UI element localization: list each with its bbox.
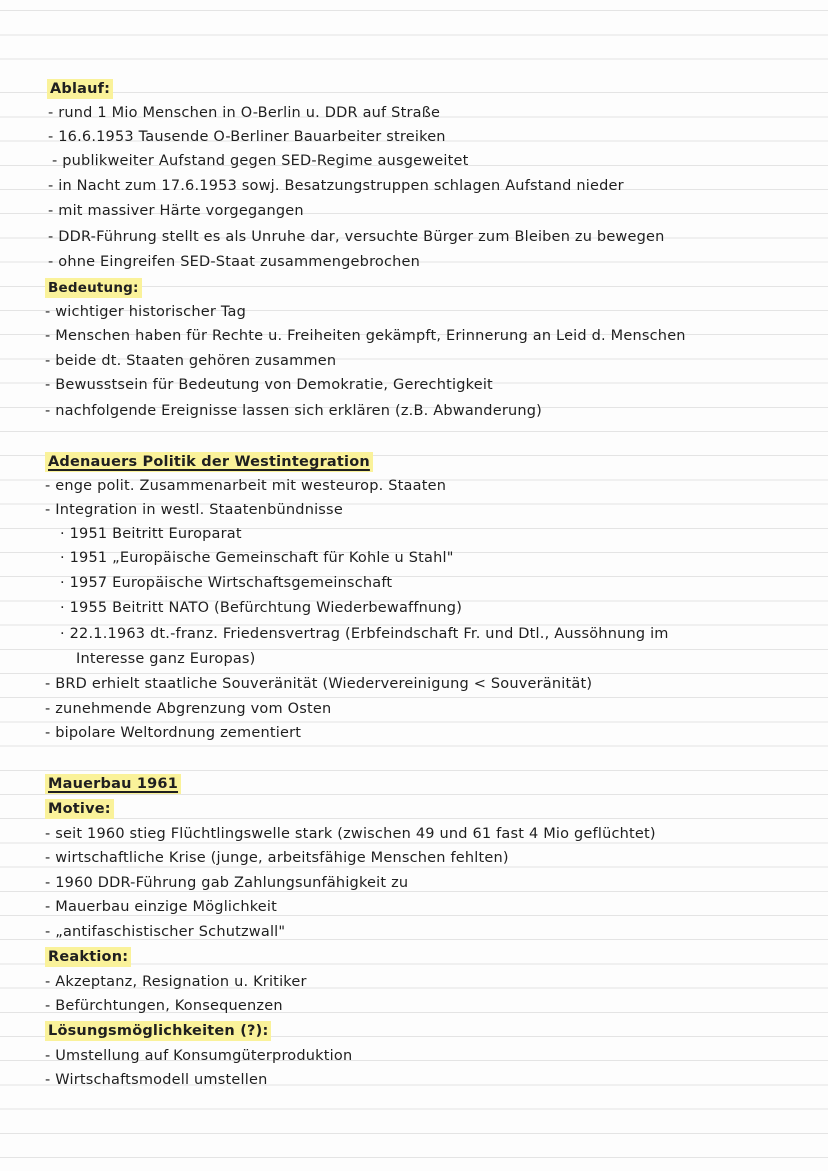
list-item: - „antifaschistischer Schutzwall" [45, 924, 286, 940]
list-item: · 1957 Europäische Wirtschaftsgemeinschaft [60, 575, 393, 591]
list-item: · 1951 Beitritt Europarat [60, 526, 242, 542]
heading-bedeutung: Bedeutung: [45, 278, 142, 298]
list-item: - Mauerbau einzige Möglichkeit [45, 899, 278, 915]
list-item: · 1955 Beitritt NATO (Befürchtung Wiederbewaffnung) [60, 600, 463, 616]
list-item: - Wirtschaftsmodell umstellen [45, 1072, 268, 1088]
list-item: - Integration in westl. Staatenbündnisse [45, 502, 343, 518]
list-item: - Umstellung auf Konsumgüterproduktion [45, 1048, 353, 1064]
heading-westintegration: Adenauers Politik der Westintegration [45, 452, 373, 472]
heading-motive: Motive: [45, 799, 114, 819]
list-item: - 1960 DDR-Führung gab Zahlungsunfähigkeit zu [45, 875, 409, 891]
list-item: · 22.1.1963 dt.-franz. Friedensvertrag (Erbfeindschaft Fr. und Dtl., Aussöhnung im [60, 626, 669, 642]
list-item: - mit massiver Härte vorgegangen [48, 203, 304, 219]
list-item: - beide dt. Staaten gehören zusammen [45, 353, 337, 369]
list-item: - zunehmende Abgrenzung vom Osten [45, 701, 332, 717]
list-item: - Akzeptanz, Resignation u. Kritiker [45, 974, 307, 990]
list-item: - Bewusstsein für Bedeutung von Demokratie, Gerechtigkeit [45, 377, 493, 393]
list-item: - publikweiter Aufstand gegen SED-Regime ausgeweitet [52, 153, 469, 169]
heading-reaktion: Reaktion: [45, 947, 131, 967]
list-item: - bipolare Weltordnung zementiert [45, 725, 302, 741]
list-item: Interesse ganz Europas) [76, 651, 256, 667]
list-item: - Befürchtungen, Konsequenzen [45, 998, 283, 1014]
list-item: - in Nacht zum 17.6.1953 sowj. Besatzungstruppen schlagen Aufstand nieder [48, 178, 624, 194]
list-item: - wichtiger historischer Tag [45, 304, 246, 320]
list-item: - BRD erhielt staatliche Souveränität (Wiedervereinigung < Souveränität) [45, 676, 593, 692]
list-item: - Menschen haben für Rechte u. Freiheiten gekämpft, Erinnerung an Leid d. Menschen [45, 328, 686, 344]
list-item: - wirtschaftliche Krise (junge, arbeitsfähige Menschen fehlten) [45, 850, 509, 866]
list-item: - 16.6.1953 Tausende O-Berliner Bauarbeiter streiken [48, 129, 446, 145]
list-item: - ohne Eingreifen SED-Staat zusammengebrochen [48, 254, 421, 270]
heading-ablauf: Ablauf: [47, 79, 113, 99]
list-item: - seit 1960 stieg Flüchtlingswelle stark (zwischen 49 und 61 fast 4 Mio geflüchtet) [45, 826, 656, 842]
heading-mauerbau: Mauerbau 1961 [45, 774, 181, 794]
list-item: - DDR-Führung stellt es als Unruhe dar, versuchte Bürger zum Bleiben zu bewegen [48, 229, 665, 245]
list-item: - enge polit. Zusammenarbeit mit westeurop. Staaten [45, 478, 447, 494]
list-item: - nachfolgende Ereignisse lassen sich erklären (z.B. Abwanderung) [45, 403, 543, 419]
list-item: · 1951 „Europäische Gemeinschaft für Kohle u Stahl" [60, 550, 454, 566]
list-item: - rund 1 Mio Menschen in O-Berlin u. DDR auf Straße [48, 105, 441, 121]
heading-loesungen: Lösungsmöglichkeiten (?): [45, 1021, 271, 1041]
